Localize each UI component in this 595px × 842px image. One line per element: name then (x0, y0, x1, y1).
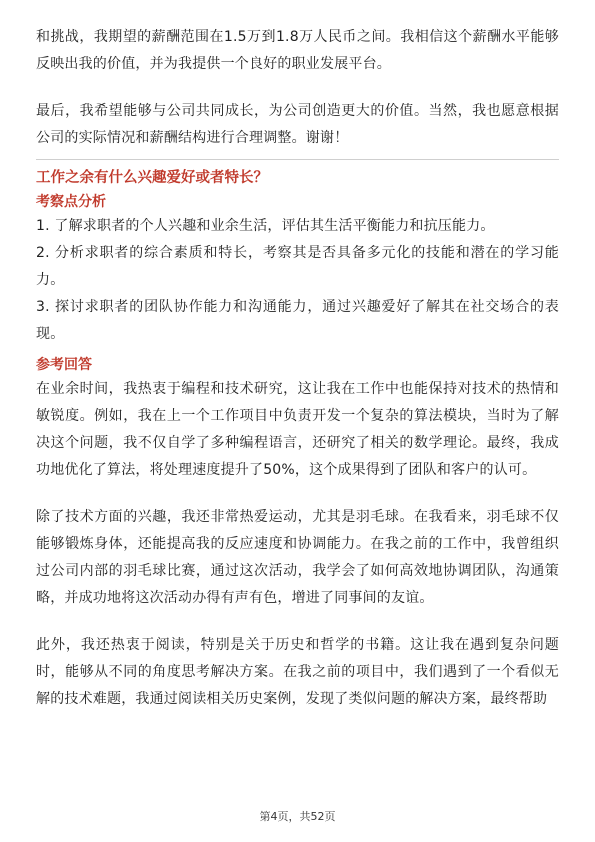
paragraph-gap (36, 484, 559, 504)
paragraph-gap (36, 612, 559, 632)
question-heading: 工作之余有什么兴趣爱好或者特长？ (36, 170, 268, 186)
paragraph-gap (36, 78, 559, 98)
page-number-footer: 第4页，共52页 (259, 810, 336, 823)
page-content (36, 24, 559, 713)
analysis-item: 3. 探讨求职者的团队协作能力和沟通能力，通过兴趣爱好了解其在社交场合的表现。 (36, 299, 559, 342)
answer-paragraph: 除了技术方面的兴趣，我还非常热爱运动，尤其是羽毛球。在我看来，羽毛球不仅能够锻炼身体，还能提高我的反应速度和协调能力。在我之前的工作中，我曾组织过公司内部的羽毛球比赛，通过这次活动，我学会了如何高效地协调团队，沟通策略，并成功地将这次活动办得有声有色，增进了同事间的友谊。 (36, 509, 559, 606)
answer-paragraph: 此外，我还热衷于阅读，特别是关于历史和哲学的书籍。这让我在遇到复杂问题时，能够从不同的角度思考解决方案。在我之前的项目中，我们遇到了一个看似无解的技术难题，我通过阅读相关历史案例，发现了类似问题的解决方案，最终帮助 (36, 637, 559, 707)
analysis-item: 2. 分析求职者的综合素质和特长，考察其是否具备多元化的技能和潜在的学习能力。 (36, 245, 559, 288)
salary-paragraph: 和挑战，我期望的薪酬范围在1.5万到1.8万人民币之间。我相信这个薪酬水平能够反映出我的价值，并为我提供一个良好的职业发展平台。 (36, 29, 559, 72)
answer-title: 参考回答 (36, 357, 92, 373)
analysis-item: 1. 了解求职者的个人兴趣和业余生活，评估其生活平衡能力和抗压能力。 (36, 218, 495, 234)
section-divider (36, 159, 559, 160)
analysis-title: 考察点分析 (36, 194, 106, 210)
closing-paragraph: 最后，我希望能够与公司共同成长，为公司创造更大的价值。当然，我也愿意根据公司的实际情况和薪酬结构进行合理调整。谢谢！ (36, 103, 559, 146)
answer-paragraph: 在业余时间，我热衷于编程和技术研究，这让我在工作中也能保持对技术的热情和敏锐度。例如，我在上一个工作项目中负责开发一个复杂的算法模块，当时为了解决这个问题，我不仅自学了多种编程语言，还研究了相关的数学理论。最终，我成功地优化了算法，将处理速度提升了50%，这个成果得到了团队和客户的认可。 (36, 381, 559, 478)
